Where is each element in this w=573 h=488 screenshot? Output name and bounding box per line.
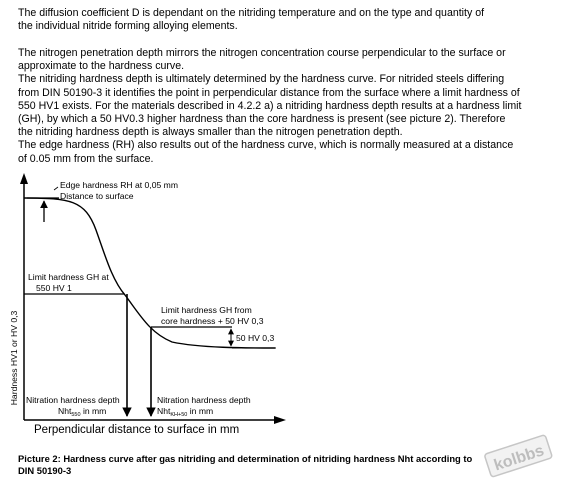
watermark-text: kolbbs: [491, 442, 547, 475]
text-line: The nitriding hardness depth is ultimately determined by the hardness curve. For nitrided steels differing: [18, 73, 505, 86]
nht-550-label-line1: Nitration hardness depth: [26, 395, 120, 405]
paragraph-diffusion: [18, 7, 563, 33]
y-axis-arrowhead: [20, 173, 28, 184]
delta-50-label: 50 HV 0,3: [236, 333, 275, 343]
watermark-stamp: [478, 432, 558, 478]
text-line: approximate to the hardness curve.: [18, 60, 185, 73]
text-line: the individual nitride forming alloying elements.: [18, 20, 238, 33]
paragraph-hardness: [18, 47, 563, 166]
text-line: from DIN 50190-3 it identifies the point in perpendicular distance from the surface where a limit hardness of: [18, 86, 520, 99]
x-axis-label: Perpendicular distance to surface in mm: [34, 424, 240, 436]
edge-label-line1: Edge hardness RH at 0,05 mm: [60, 180, 178, 190]
limit-550-label-line1: Limit hardness GH at: [28, 272, 109, 282]
edge-label-line2: Distance to surface: [60, 191, 134, 201]
limit-550-label-line2: 550 HV 1: [36, 283, 72, 293]
nht-core-label-line2: Nht$_{KH+50}$ in mm: [157, 406, 214, 418]
text-line: the nitriding hardness depth is always smaller than the nitrogen penetration depth.: [18, 126, 403, 139]
text-line: The edge hardness (RH) also results out of the hardness curve, which is normally measured at a distance: [18, 139, 514, 152]
text-line: (GH), by which a 50 HV0.3 higher hardness than the core hardness is present (see picture 2). Therefore: [18, 113, 506, 126]
limit-core-label-line1: Limit hardness GH from: [161, 305, 252, 315]
nht-core-label-line1: Nitration hardness depth: [157, 395, 251, 405]
y-axis-label: Hardness HV1 or HV 0,3: [9, 310, 19, 406]
text-line: of 0.05 mm from the surface.: [18, 152, 154, 165]
caption-line: DIN 50190-3: [18, 465, 72, 476]
figure-caption: [18, 453, 538, 477]
hardness-curve-figure: [0, 170, 573, 440]
text-line: The nitrogen penetration depth mirrors the nitrogen concentration course perpendicular to the surface or: [18, 47, 506, 59]
x-axis-arrowhead: [274, 416, 286, 424]
text-line: The diffusion coefficient D is dependant on the nitriding temperature and on the type and quantity of: [18, 7, 485, 19]
limit-core-label-line2: core hardness + 50 HV 0,3: [161, 316, 264, 326]
text-line: 550 HV1 exists. For the materials described in 4.2.2 a) a nitriding hardness depth results at a hardness limit: [18, 99, 522, 112]
edge-label-leader: [54, 187, 58, 190]
caption-line: Picture 2: Hardness curve after gas nitriding and determination of nitriding hardness Nht according to: [18, 453, 473, 464]
nht-550-label-line2: Nht$_{550}$ in mm: [58, 406, 107, 418]
